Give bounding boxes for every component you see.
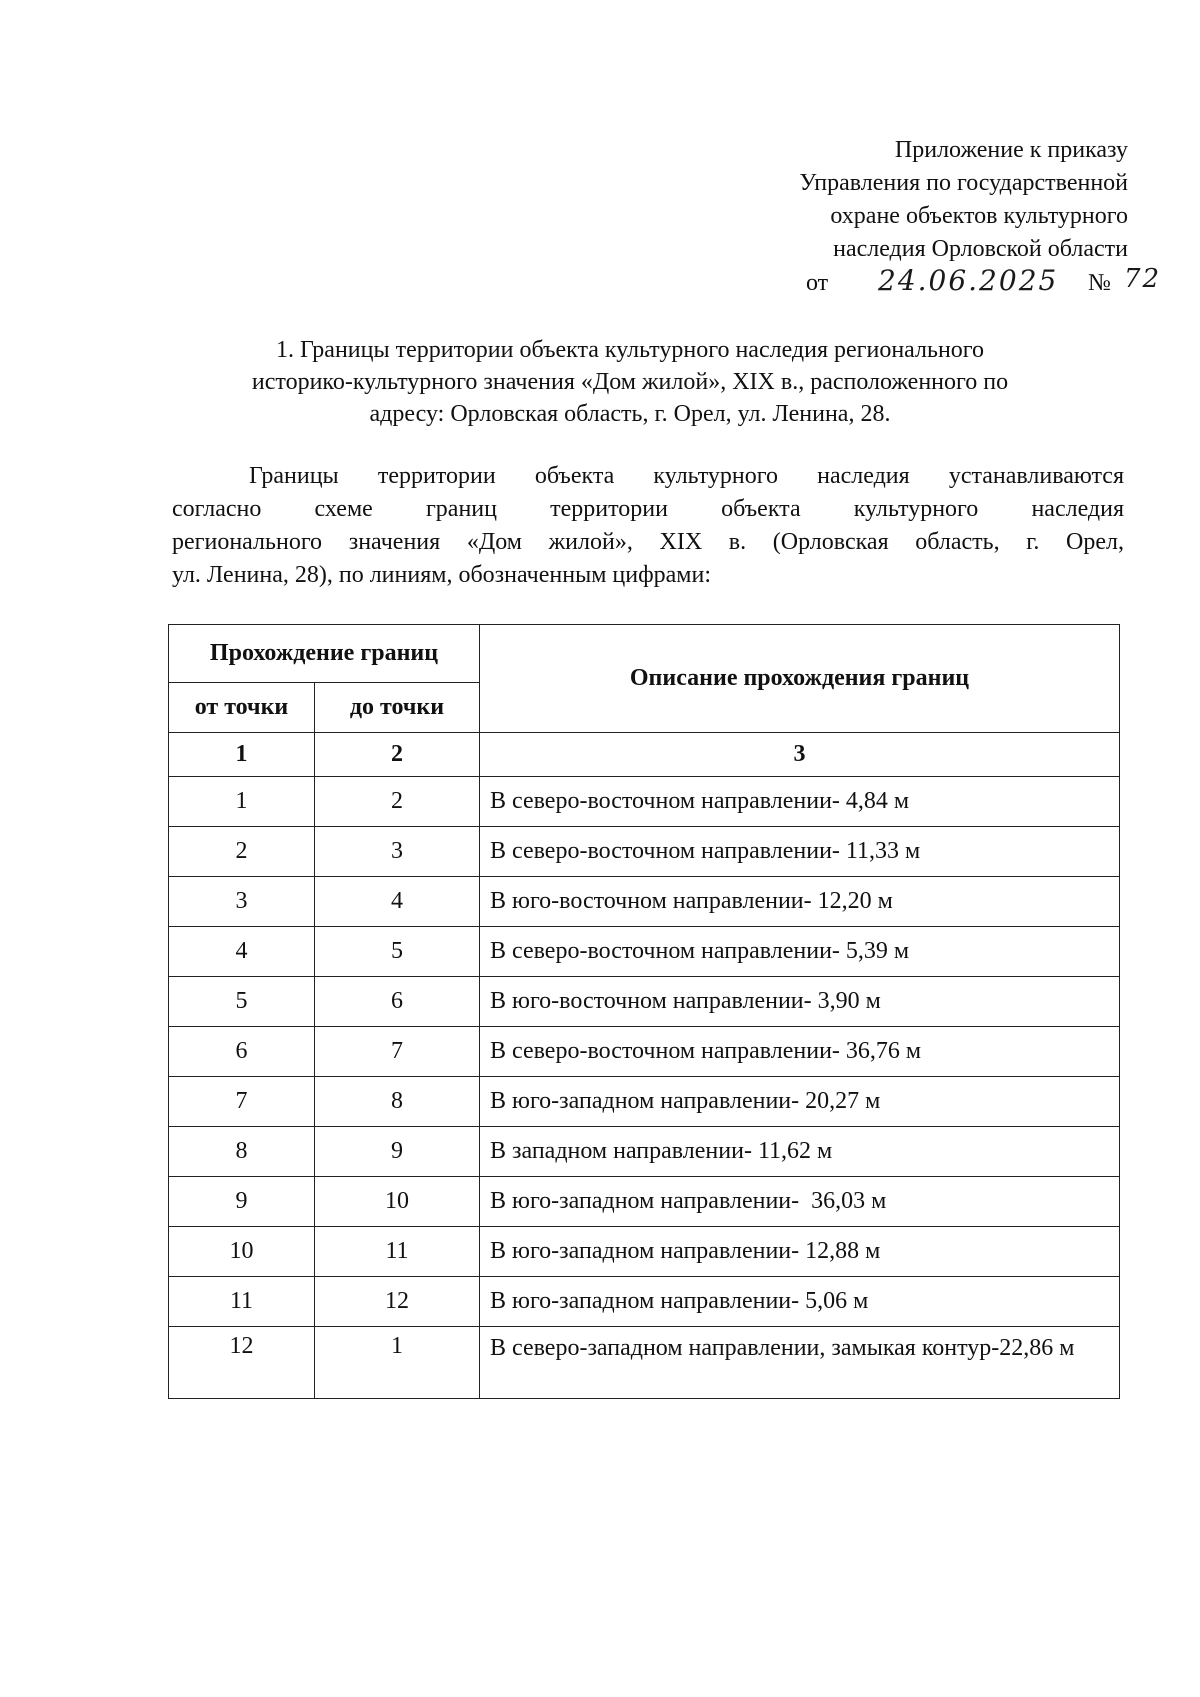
- cell-description: В северо-восточном направлении- 5,39 м: [480, 927, 1120, 977]
- handwritten-number: 72: [1124, 264, 1162, 294]
- cell-from: 11: [169, 1277, 315, 1327]
- cell-to: 10: [315, 1177, 480, 1227]
- cell-to: 4: [315, 877, 480, 927]
- cell-to: 11: [315, 1227, 480, 1277]
- order-date-number: [806, 264, 1176, 304]
- column-number: 1: [169, 733, 315, 777]
- cell-from: 3: [169, 877, 315, 927]
- body-paragraph: [172, 460, 1124, 592]
- cell-description: В северо-восточном направлении- 4,84 м: [480, 777, 1120, 827]
- cell-description: В западном направлении- 11,62 м: [480, 1127, 1120, 1177]
- cell-from: 10: [169, 1227, 315, 1277]
- header-from-point: от точки: [169, 683, 315, 733]
- header-line: наследия Орловской области: [833, 236, 1128, 262]
- cell-description: В юго-восточном направлении- 3,90 м: [480, 977, 1120, 1027]
- cell-to: 1: [315, 1327, 480, 1399]
- cell-from: 9: [169, 1177, 315, 1227]
- number-prefix: №: [1088, 270, 1111, 296]
- cell-to: 2: [315, 777, 480, 827]
- cell-from: 4: [169, 927, 315, 977]
- header-to-point: до точки: [315, 683, 480, 733]
- column-number: 3: [480, 733, 1120, 777]
- header-line: Управления по государственной: [799, 170, 1128, 196]
- cell-to: 9: [315, 1127, 480, 1177]
- section-title: [180, 334, 1080, 430]
- cell-description: В юго-западном направлении- 36,03 м: [480, 1177, 1120, 1227]
- column-number: 2: [315, 733, 480, 777]
- description-text: В северо-западном направлении, замыкая контур-22,86 м: [490, 1335, 1075, 1361]
- handwritten-date: 24.06.2025: [878, 264, 1059, 297]
- paragraph-line: ул. Ленина, 28), по линиям, обозначенным цифрами:: [172, 562, 711, 588]
- cell-to: 3: [315, 827, 480, 877]
- header-description: Описание прохождения границ: [480, 625, 1120, 733]
- cell-to: 6: [315, 977, 480, 1027]
- title-line: 1. Границы территории объекта культурного наследия регионального: [275, 337, 985, 363]
- cell-from: 1: [169, 777, 315, 827]
- boundaries-table: [168, 624, 1120, 1399]
- cell-description: [480, 1327, 1120, 1399]
- paragraph-line: регионального значения «Дом жилой», XIX в. (Орловская область, г. Орел,: [172, 529, 1124, 555]
- header-line: Приложение к приказу: [894, 137, 1128, 163]
- cell-description: В юго-восточном направлении- 12,20 м: [480, 877, 1120, 927]
- cell-from: 12: [169, 1327, 315, 1399]
- cell-from: 6: [169, 1027, 315, 1077]
- header-line: охране объектов культурного: [830, 203, 1128, 229]
- cell-description: В северо-восточном направлении- 36,76 м: [480, 1027, 1120, 1077]
- paragraph-line: согласно схеме границ территории объекта культурного наследия: [172, 496, 1124, 522]
- cell-to: 8: [315, 1077, 480, 1127]
- cell-from: 7: [169, 1077, 315, 1127]
- cell-description: В северо-восточном направлении- 11,33 м: [480, 827, 1120, 877]
- title-line: адресу: Орловская область, г. Орел, ул. Ленина, 28.: [369, 401, 891, 427]
- date-prefix: от: [806, 270, 829, 296]
- cell-description: В юго-западном направлении- 20,27 м: [480, 1077, 1120, 1127]
- cell-from: 8: [169, 1127, 315, 1177]
- cell-to: 7: [315, 1027, 480, 1077]
- cell-from: 2: [169, 827, 315, 877]
- title-line: историко-культурного значения «Дом жилой», XIX в., расположенного по: [251, 369, 1009, 395]
- header-boundary-passage: Прохождение границ: [169, 625, 480, 683]
- cell-from: 5: [169, 977, 315, 1027]
- appendix-header: [688, 134, 1128, 266]
- paragraph-line: Границы территории объекта культурного наследия устанавливаются: [249, 463, 1124, 489]
- cell-to: 5: [315, 927, 480, 977]
- cell-to: 12: [315, 1277, 480, 1327]
- cell-description: В юго-западном направлении- 5,06 м: [480, 1277, 1120, 1327]
- cell-description: В юго-западном направлении- 12,88 м: [480, 1227, 1120, 1277]
